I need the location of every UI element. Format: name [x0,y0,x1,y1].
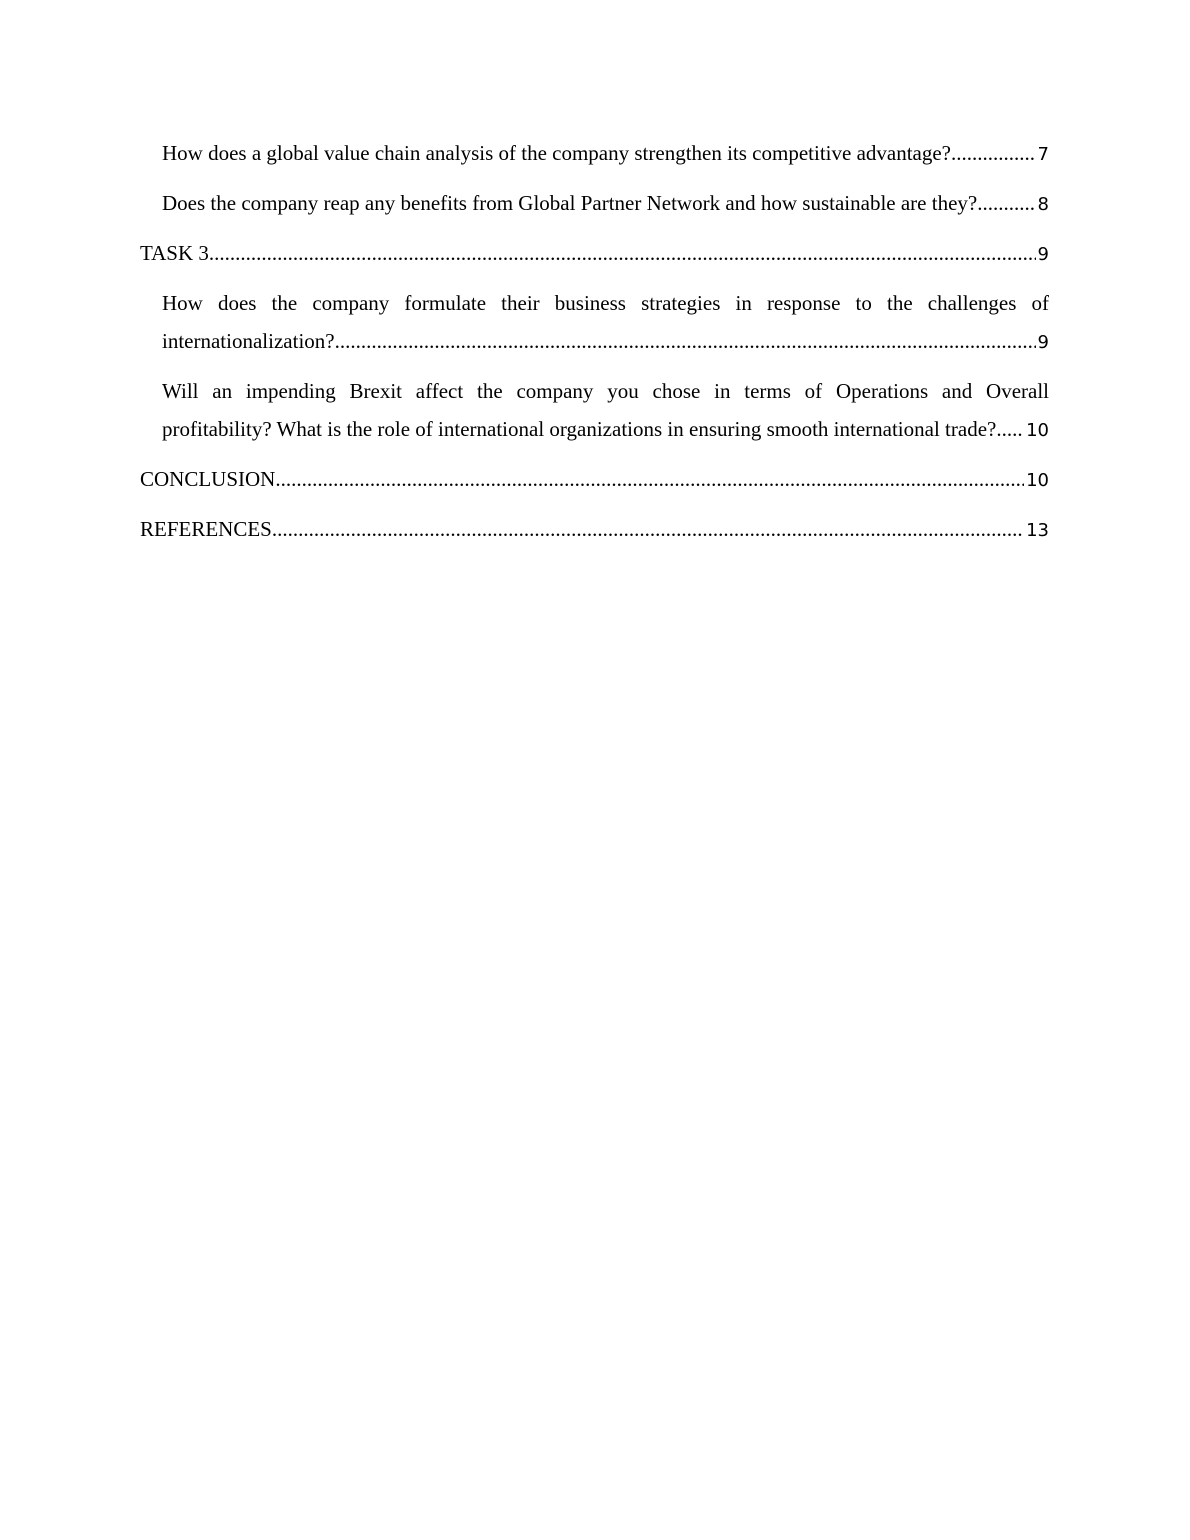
toc-entry-value-chain[interactable] [162,134,1049,174]
dot-leader [335,322,1036,360]
toc-page-number: 8 [1037,194,1049,215]
toc-page-number: 9 [1037,244,1049,265]
toc-line [162,134,1049,174]
dot-leader [272,510,1024,548]
table-of-contents [140,134,1049,560]
toc-page-number: 10 [1026,420,1049,441]
toc-entry-title: REFERENCES [140,517,272,541]
toc-line [140,460,1049,500]
toc-entry-title: CONCLUSION [140,467,276,491]
toc-entry-title: Does the company reap any benefits from Global Partner Network and how sustainable are they? [162,191,978,215]
dot-leader [275,460,1024,498]
toc-entry-title-line-1: How does the company formulate their business strategies in response to the challenges of [162,291,1049,315]
dot-leader [951,134,1036,172]
toc-entry-brexit[interactable] [162,372,1049,450]
toc-line [140,234,1049,274]
toc-entry-title: TASK 3 [140,241,209,265]
dot-leader [977,184,1035,222]
dot-leader [996,410,1024,448]
toc-page-number: 7 [1037,144,1049,165]
toc-page-number: 13 [1026,520,1049,541]
toc-entry-title-line-2: profitability? What is the role of international organizations in ensuring smooth international trade? [162,417,997,441]
toc-line [162,322,1049,362]
toc-entry-business-strategies[interactable] [162,284,1049,362]
toc-entry-task-3[interactable] [140,234,1049,274]
toc-entry-references[interactable] [140,510,1049,550]
toc-entry-conclusion[interactable] [140,460,1049,500]
toc-line [140,510,1049,550]
toc-line [162,184,1049,224]
toc-entry-title: How does a global value chain analysis of the company strengthen its competitive advantage? [162,141,952,165]
toc-entry-title-line-1: Will an impending Brexit affect the company you chose in terms of Operations and Overall [162,379,1049,403]
toc-entry-global-partner-network[interactable] [162,184,1049,224]
toc-entry-title-line-2: internationalization? [162,329,335,353]
toc-line [162,410,1049,450]
dot-leader [209,234,1036,272]
toc-page-number: 9 [1037,332,1049,353]
toc-page-number: 10 [1026,470,1049,491]
